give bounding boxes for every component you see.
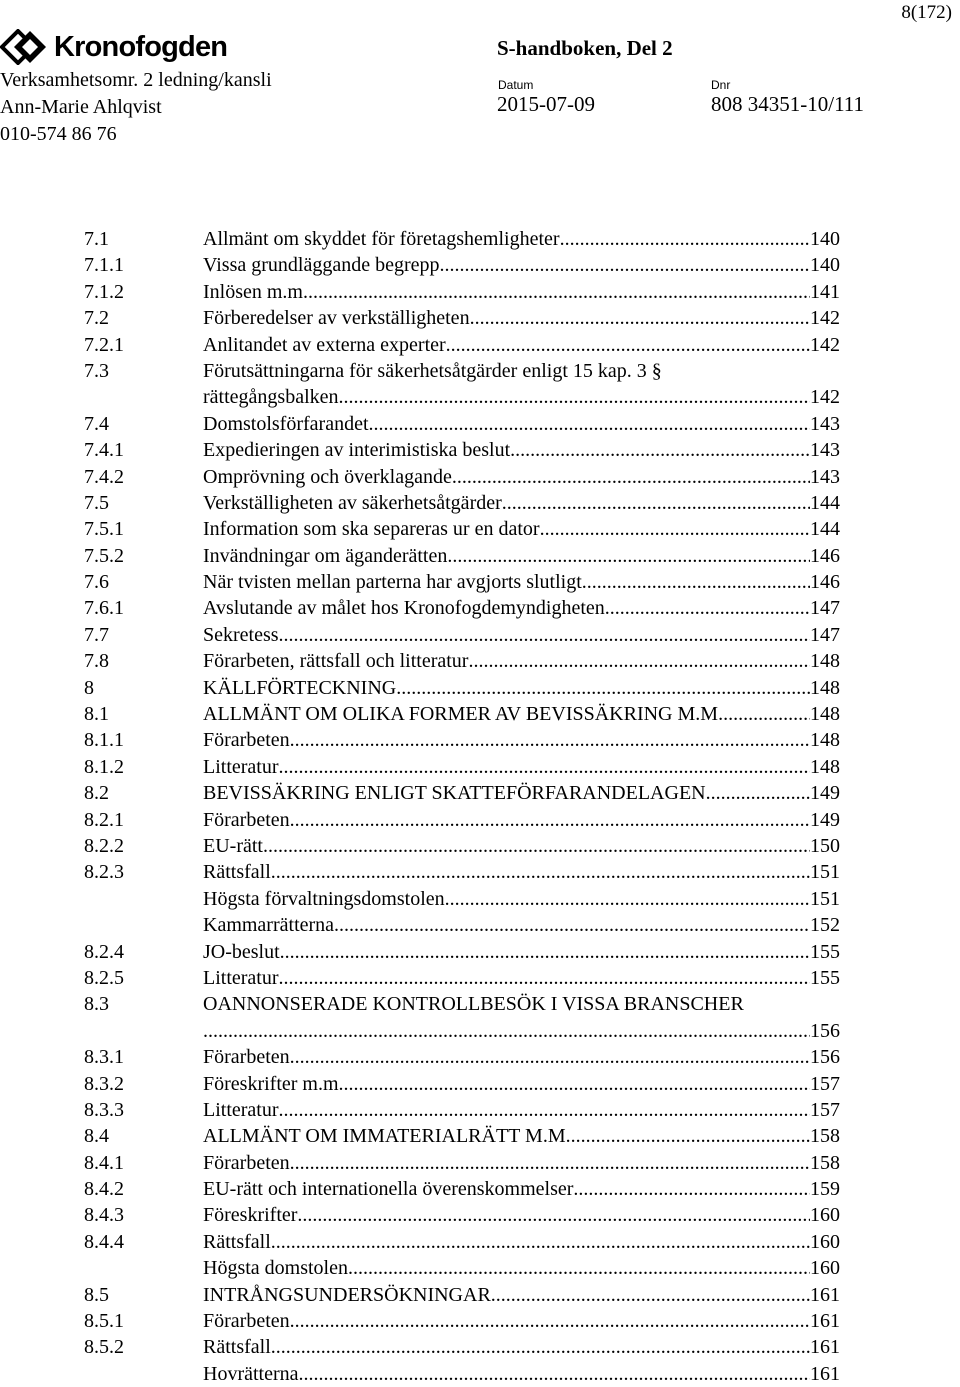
toc-dot-leader (706, 780, 810, 806)
toc-entry[interactable] (84, 1071, 840, 1097)
toc-entry-number: 8.4.3 (84, 1204, 124, 1227)
toc-entry-number: 8.2.4 (84, 940, 124, 963)
toc-entry[interactable] (84, 305, 840, 331)
toc-entry-title: Högsta förvaltningsdomstolen (203, 887, 445, 910)
toc-entry-page: 150 (810, 834, 840, 857)
toc-entry-page: 157 (810, 1098, 840, 1121)
toc-entry-title: Rättsfall (203, 1230, 271, 1253)
toc-entry-page: 140 (810, 228, 840, 250)
toc-entry-number: 7.1 (84, 228, 109, 250)
toc-entry-number: 7.7 (84, 623, 109, 646)
toc-dot-leader (339, 384, 811, 410)
toc-entry-page: 141 (810, 280, 840, 303)
toc-dot-leader (440, 252, 810, 278)
toc-dot-leader (560, 226, 810, 252)
toc-entry-page: 158 (810, 1151, 840, 1174)
toc-entry[interactable] (84, 411, 840, 437)
toc-entry-title: Rättsfall (203, 1336, 271, 1359)
toc-entry[interactable] (84, 1229, 840, 1255)
toc-entry[interactable] (84, 991, 840, 1017)
toc-entry-title: rättegångsbalken (203, 386, 339, 409)
toc-entry[interactable] (84, 569, 840, 595)
toc-entry-title: När tvisten mellan parterna har avgjorts slutligt (203, 571, 582, 594)
toc-entry[interactable] (84, 543, 840, 569)
toc-dot-leader (299, 1361, 810, 1387)
toc-entry-number: 8.5.1 (84, 1310, 124, 1333)
toc-entry[interactable] (84, 622, 840, 648)
toc-entry-page: 160 (810, 1230, 840, 1253)
toc-dot-leader (468, 648, 810, 674)
toc-entry-page: 155 (810, 940, 840, 963)
dnr-value: 808 34351-10/111 (711, 92, 865, 116)
toc-entry-title: ALLMÄNT OM OLIKA FORMER AV BEVISSÄKRING M.M. (203, 703, 724, 726)
toc-entry-title: Förarbeten (203, 1151, 290, 1174)
toc-entry-number: 7.4.2 (84, 465, 124, 488)
toc-entry[interactable] (84, 358, 840, 384)
toc-entry-page: 140 (810, 254, 840, 277)
toc-entry[interactable] (84, 1202, 840, 1228)
toc-entry-page: 149 (810, 782, 840, 805)
toc-entry-title: Förarbeten (203, 1310, 290, 1333)
toc-entry-page: 151 (810, 861, 840, 884)
toc-entry-page: 149 (810, 808, 840, 831)
toc-entry[interactable] (84, 384, 840, 410)
toc-entry-title: Litteratur (203, 755, 279, 778)
toc-dot-leader (334, 912, 810, 938)
toc-entry-title: Sekretess (203, 623, 279, 646)
toc-entry[interactable] (84, 754, 840, 780)
date-value: 2015-07-09 (497, 92, 595, 116)
toc-entry-page: 160 (810, 1204, 840, 1227)
toc-dot-leader (203, 1018, 810, 1044)
toc-dot-leader (723, 701, 810, 727)
toc-entry-title: Litteratur (203, 966, 279, 989)
toc-entry[interactable] (84, 833, 840, 859)
kronofogden-emblem-icon (0, 29, 50, 65)
toc-entry-title: OANNONSERADE KONTROLLBESÖK I VISSA BRANSCHER (203, 993, 744, 1016)
toc-dot-leader (510, 437, 810, 463)
toc-dot-leader (290, 727, 810, 753)
toc-entry-page: 161 (810, 1362, 840, 1385)
toc-dot-leader (290, 1044, 810, 1070)
toc-entry-title: Omprövning och överklagande (203, 465, 452, 488)
toc-dot-leader (396, 675, 810, 701)
toc-entry-title: Förberedelser av verkställigheten (203, 307, 470, 330)
toc-dot-leader (280, 939, 810, 965)
toc-entry-title: EU-rätt (203, 834, 263, 857)
toc-entry-number: 8.2.5 (84, 966, 124, 989)
toc-entry[interactable] (84, 226, 840, 252)
toc-dot-leader (605, 595, 810, 621)
toc-entry[interactable] (84, 859, 840, 885)
toc-entry-title: Rättsfall (203, 861, 271, 884)
toc-entry-number: 7.6 (84, 571, 109, 594)
toc-entry[interactable] (84, 939, 840, 965)
toc-entry-page: 143 (810, 465, 840, 488)
toc-entry-title: Förarbeten, rättsfall och litteratur (203, 650, 469, 673)
toc-entry[interactable] (84, 807, 840, 833)
toc-entry-page: 158 (810, 1125, 840, 1148)
toc-entry-title: INTRÅNGSUNDERSÖKNINGAR (203, 1283, 491, 1306)
toc-dot-leader (369, 411, 810, 437)
toc-entry-title: Verkställigheten av säkerhetsåtgärder (203, 491, 502, 514)
toc-dot-leader (290, 807, 810, 833)
toc-entry[interactable] (84, 1308, 840, 1334)
toc-entry[interactable] (84, 252, 840, 278)
toc-entry-title: Förarbeten (203, 808, 290, 831)
toc-entry-number: 8.3.3 (84, 1098, 124, 1121)
toc-entry-number: 8.4 (84, 1125, 109, 1148)
toc-entry-page: 156 (810, 1019, 840, 1042)
toc-entry[interactable] (84, 727, 840, 753)
toc-entry[interactable] (84, 1176, 840, 1202)
toc-entry[interactable] (84, 1097, 840, 1123)
toc-entry[interactable] (84, 675, 840, 701)
toc-entry-title: Anlitandet av externa experter (203, 333, 446, 356)
toc-entry[interactable] (84, 516, 840, 542)
toc-entry-title: Invändningar om äganderätten (203, 544, 448, 567)
toc-entry-title: KÄLLFÖRTECKNING (203, 676, 397, 699)
toc-dot-leader (271, 859, 810, 885)
toc-entry-title: Högsta domstolen (203, 1257, 348, 1280)
toc-entry-number: 7.5.1 (84, 518, 124, 541)
toc-entry[interactable] (84, 1255, 840, 1281)
toc-entry-page: 146 (810, 571, 840, 594)
toc-entry-title: Hovrätterna (203, 1362, 299, 1385)
toc-entry[interactable] (84, 1361, 840, 1387)
toc-entry-page: 146 (810, 544, 840, 567)
sender-unit: Verksamhetsomr. 2 ledning/kansli (0, 69, 272, 91)
toc-dot-leader (279, 1097, 810, 1123)
toc-entry-number: 8.4.1 (84, 1151, 124, 1174)
toc-entry-title: JO-beslut (203, 940, 280, 963)
toc-entry-number: 7.8 (84, 650, 109, 673)
toc-entry-page: 142 (810, 386, 840, 409)
toc-entry-number: 7.1.1 (84, 254, 124, 277)
toc-entry[interactable] (84, 1282, 840, 1308)
toc-entry-title: Expedieringen av interimistiska beslut (203, 439, 511, 462)
toc-entry-page: 147 (810, 597, 840, 620)
toc-entry-number: 7.2 (84, 307, 109, 330)
toc-dot-leader (470, 305, 810, 331)
toc-entry-number: 8.1.2 (84, 755, 124, 778)
toc-entry-number: 7.6.1 (84, 597, 124, 620)
date-label: Datum (498, 78, 534, 92)
table-of-contents (84, 226, 840, 1387)
toc-entry-title: Litteratur (203, 1098, 279, 1121)
toc-entry-number: 8.2.2 (84, 834, 124, 857)
toc-entry[interactable] (84, 332, 840, 358)
toc-entry-number: 8.4.4 (84, 1230, 124, 1253)
toc-entry-page: 142 (810, 333, 840, 356)
document-title: S-handboken, Del 2 (497, 36, 673, 60)
toc-dot-leader (279, 965, 810, 991)
toc-entry-title: Förutsättningarna för säkerhetsåtgärder enligt 15 kap. 3 § (203, 359, 662, 382)
toc-entry[interactable] (84, 595, 840, 621)
toc-dot-leader (447, 543, 810, 569)
toc-entry-page: 147 (810, 623, 840, 646)
toc-entry-title: EU-rätt och internationella överenskommelser (203, 1178, 574, 1201)
toc-entry-number: 8.1.1 (84, 729, 124, 752)
toc-dot-leader (290, 1150, 810, 1176)
toc-dot-leader (344, 1071, 810, 1097)
toc-dot-leader (540, 516, 810, 542)
toc-dot-leader (571, 1123, 810, 1149)
toc-entry-page: 156 (810, 1046, 840, 1069)
toc-entry-page: 143 (810, 439, 840, 462)
page-indicator: 8(172) (901, 2, 952, 23)
toc-dot-leader (271, 1334, 810, 1360)
toc-entry-page: 143 (810, 412, 840, 435)
toc-dot-leader (582, 569, 810, 595)
sender-phone: 010-574 86 76 (0, 123, 117, 145)
toc-entry-title: Förarbeten (203, 729, 290, 752)
toc-entry-page: 148 (810, 650, 840, 673)
toc-entry[interactable] (84, 648, 840, 674)
toc-entry[interactable] (84, 886, 840, 912)
toc-entry-number: 8.2 (84, 782, 109, 805)
toc-entry-title: Allmänt om skyddet för företagshemligheter (203, 228, 560, 250)
toc-entry-page: 161 (810, 1283, 840, 1306)
toc-dot-leader (263, 833, 810, 859)
toc-entry-title: Förarbeten (203, 1046, 290, 1069)
kronofogden-logo (0, 28, 227, 66)
toc-dot-leader (502, 490, 810, 516)
toc-entry-number: 8.2.1 (84, 808, 124, 831)
toc-entry-title: Inlösen m.m. (203, 280, 308, 303)
toc-entry-number: 7.4.1 (84, 439, 124, 462)
toc-entry[interactable] (84, 464, 840, 490)
toc-entry-number: 8.3.1 (84, 1046, 124, 1069)
toc-dot-leader (279, 622, 810, 648)
toc-entry-page: 148 (810, 729, 840, 752)
toc-entry-page: 151 (810, 887, 840, 910)
toc-entry-title: BEVISSÄKRING ENLIGT SKATTEFÖRFARANDELAGEN (203, 782, 706, 805)
toc-entry-page: 148 (810, 676, 840, 699)
toc-dot-leader (445, 886, 810, 912)
toc-entry[interactable] (84, 1018, 840, 1044)
toc-entry-page: 161 (810, 1336, 840, 1359)
toc-entry[interactable] (84, 1123, 840, 1149)
toc-entry-number: 7.4 (84, 412, 109, 435)
toc-entry-number: 8.3 (84, 993, 109, 1016)
toc-dot-leader (573, 1176, 810, 1202)
toc-entry[interactable] (84, 1334, 840, 1360)
toc-dot-leader (271, 1229, 810, 1255)
toc-entry-number: 8 (84, 676, 94, 699)
toc-entry-page: 148 (810, 703, 840, 726)
toc-entry[interactable] (84, 965, 840, 991)
toc-entry-number: 7.5 (84, 491, 109, 514)
toc-dot-leader (452, 464, 810, 490)
toc-dot-leader (446, 332, 810, 358)
toc-entry-page: 160 (810, 1257, 840, 1280)
sender-name: Ann-Marie Ahlqvist (0, 96, 162, 118)
toc-entry-page: 155 (810, 966, 840, 989)
toc-entry-page: 161 (810, 1310, 840, 1333)
toc-entry-title: ALLMÄNT OM IMMATERIALRÄTT M.M. (203, 1125, 571, 1148)
toc-entry[interactable] (84, 1150, 840, 1176)
toc-entry[interactable] (84, 437, 840, 463)
toc-dot-leader (290, 1308, 810, 1334)
toc-entry-page: 142 (810, 307, 840, 330)
toc-entry-title: Föreskrifter m.m. (203, 1072, 344, 1095)
toc-entry[interactable] (84, 490, 840, 516)
toc-entry-page: 144 (810, 518, 840, 541)
toc-entry[interactable] (84, 912, 840, 938)
toc-dot-leader (491, 1282, 810, 1308)
toc-entry-title: Avslutande av målet hos Kronofogdemyndigheten (203, 597, 605, 620)
toc-entry-number: 8.5 (84, 1283, 109, 1306)
toc-dot-leader (297, 1202, 810, 1228)
toc-entry[interactable] (84, 1044, 840, 1070)
toc-entry-number: 8.4.2 (84, 1178, 124, 1201)
toc-entry-number: 7.1.2 (84, 280, 124, 303)
toc-entry-number: 8.1 (84, 703, 109, 726)
toc-entry[interactable] (84, 780, 840, 806)
logo-wordmark: Kronofogden (54, 30, 228, 63)
toc-entry-page: 159 (810, 1178, 840, 1201)
toc-entry-title: Domstolsförfarandet (203, 412, 369, 435)
toc-entry-number: 7.2.1 (84, 333, 124, 356)
toc-entry[interactable] (84, 279, 840, 305)
toc-entry[interactable] (84, 701, 840, 727)
toc-entry-page: 152 (810, 914, 840, 937)
toc-entry-page: 148 (810, 755, 840, 778)
toc-entry-number: 7.5.2 (84, 544, 124, 567)
toc-entry-page: 144 (810, 491, 840, 514)
dnr-label: Dnr (711, 78, 731, 92)
toc-entry-number: 8.2.3 (84, 861, 124, 884)
toc-entry-title: Kammarrätterna (203, 914, 335, 937)
sender-block (0, 67, 272, 148)
toc-dot-leader (279, 754, 810, 780)
toc-entry-title: Information som ska separeras ur en dator (203, 518, 540, 541)
toc-entry-title: Vissa grundläggande begrepp (203, 254, 440, 277)
toc-entry-number: 8.3.2 (84, 1072, 124, 1095)
toc-dot-leader (348, 1255, 810, 1281)
toc-entry-number: 8.5.2 (84, 1336, 124, 1359)
toc-entry-number: 7.3 (84, 359, 109, 382)
toc-entry-page: 157 (810, 1072, 840, 1095)
toc-entry-title: Föreskrifter (203, 1204, 298, 1227)
toc-dot-leader (308, 279, 810, 305)
